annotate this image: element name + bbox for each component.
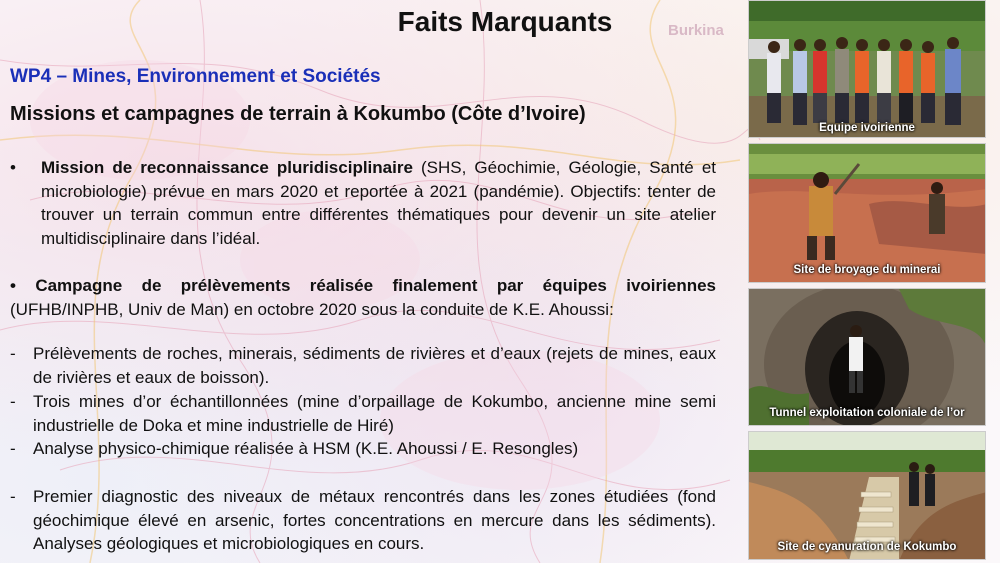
team-photo-image	[749, 1, 986, 138]
photo-caption: Tunnel exploitation coloniale de l’or	[769, 407, 965, 419]
dash-marker: -	[10, 439, 16, 458]
dash-item-analyse	[10, 437, 716, 461]
dash-marker: -	[10, 344, 16, 363]
grinding-site-image	[749, 144, 986, 283]
dash-marker: -	[10, 392, 16, 411]
bullet-campagne	[10, 274, 716, 321]
workpackage-title: WP4 – Mines, Environnement et Sociétés	[10, 66, 381, 87]
slide-subtitle: Missions et campagnes de terrain à Kokumbo (Côte d’Ivoire)	[10, 103, 586, 125]
dash-text: Premier diagnostic des niveaux de métaux rencontrés dans les zones étudiées (fond géochimique élevé en arsenic, fortes concentrations en mercure dans les sédiments). Analyses géologiques et microbiologiques en cours.	[33, 487, 716, 553]
dash-text: Trois mines d’or échantillonnées (mine d’orpaillage de Kokumbo, ancienne mine semi industrielle de Doka et mine industrielle de Hiré)	[33, 392, 716, 435]
bullet-marker: •	[10, 276, 16, 295]
map-label: Burkina	[668, 22, 724, 39]
photo-broyage	[748, 143, 986, 283]
dash-item-mines	[10, 390, 716, 437]
bullet-mission-bold: Mission de reconnaissance pluridisciplinaire	[41, 158, 413, 177]
photo-equipe	[748, 0, 986, 138]
photo-tunnel	[748, 288, 986, 426]
dash-text: Prélèvements de roches, minerais, sédiments de rivières et d’eaux (rejets de mines, eaux de rivières et eaux de boisson).	[33, 344, 716, 387]
bullet-marker: •	[10, 158, 16, 177]
photo-caption: Site de broyage du minerai	[793, 264, 941, 276]
photo-cyanuration	[748, 431, 986, 560]
bullet-campagne-bold: Campagne de prélèvements réalisée finalement par équipes ivoiriennes	[15, 276, 716, 295]
dash-text: Analyse physico-chimique réalisée à HSM (K.E. Ahoussi / E. Resongles)	[33, 439, 579, 458]
dash-item-prelevements	[10, 342, 716, 389]
bullet-mission	[10, 156, 716, 250]
photo-caption: Site de cyanuration de Kokumbo	[777, 541, 957, 553]
photo-caption: Equipe ivoirienne	[819, 122, 915, 134]
bullet-mission-text: (SHS, Géochimie, Géologie, Santé et microbiologie) prévue en mars 2020 et reportée à 2021 (pandémie). Objectifs: tenter de trouver un terrain commun entre différentes thématiques pour devenir un site atelier multidisciplinaire dans l’idéal.	[41, 158, 716, 248]
bullet-campagne-text: (UFHB/INPHB, Univ de Man) en octobre 2020 sous la conduite de K.E. Ahoussi:	[10, 299, 614, 319]
slide-title: Faits Marquants	[397, 6, 613, 37]
dash-item-diagnostic	[10, 485, 716, 556]
dash-marker: -	[10, 487, 16, 506]
tunnel-image	[749, 289, 986, 426]
